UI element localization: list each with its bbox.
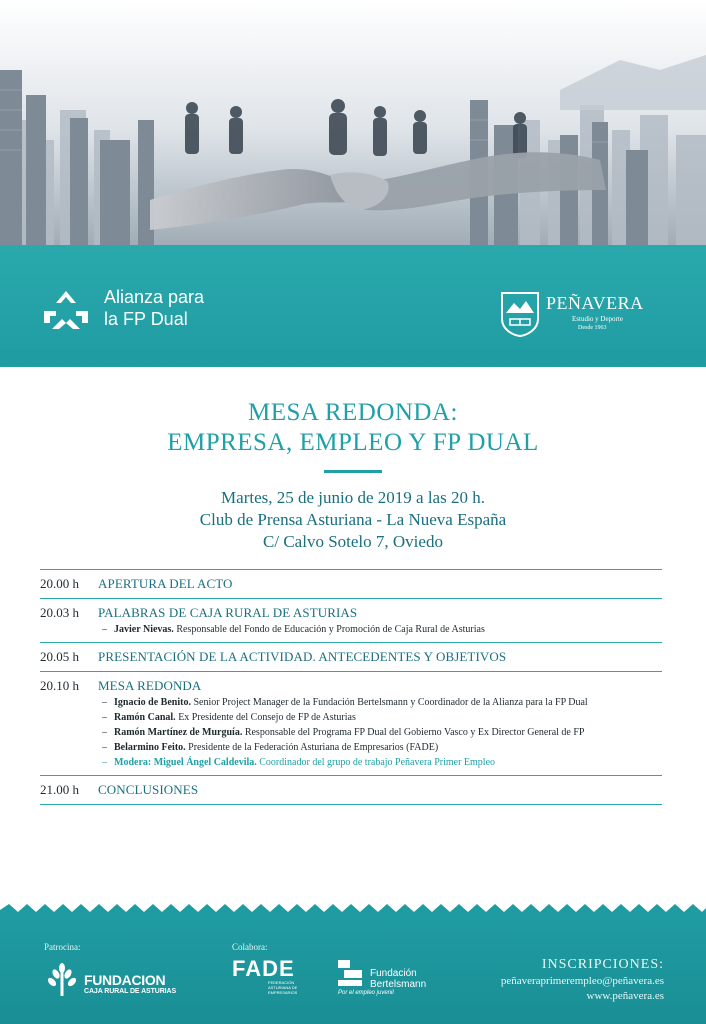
speaker: – Ignacio de Benito. Senior Project Manager de la Fundación Bertelsmann y Coordinador de la Alianza para la FP Dual xyxy=(102,697,588,708)
city-handshake-illustration xyxy=(0,0,706,258)
agenda-title: PRESENTACIÓN DE LA ACTIVIDAD. ANTECEDENTES Y OBJETIVOS xyxy=(98,649,507,664)
fade-name: FADE xyxy=(232,956,295,981)
moderator-role: Coordinador del grupo de trabajo Peñavera Primer Empleo xyxy=(259,757,496,768)
agenda-time: 20.03 h xyxy=(40,605,79,620)
band-zigzag-edge xyxy=(0,350,706,368)
speaker: – Ramón Martínez de Murguía. Responsable del Programa FP Dual del Gobierno Vasco y Ex Director General de FP xyxy=(102,727,585,738)
event-address: C/ Calvo Sotelo 7, Oviedo xyxy=(263,532,443,551)
speaker-role: Senior Project Manager de la Fundación Bertelsmann y Coordinador de la Alianza para la FP Dual xyxy=(193,697,588,708)
event-title-line-2: EMPRESA, EMPLEO Y FP DUAL xyxy=(167,429,539,456)
moderator-name: Modera: Miguel Ángel Caldevila. xyxy=(114,757,257,768)
penavera-subtitle: Estudio y Deporte xyxy=(572,315,623,323)
speaker-role: Ex Presidente del Consejo de FP de Asturias xyxy=(178,712,356,723)
penavera-logo xyxy=(500,291,670,339)
event-title xyxy=(0,398,706,458)
agenda-item xyxy=(40,570,662,598)
speaker: – Javier Nievas. Responsable del Fondo de Educación y Promoción de Caja Rural de Asturias xyxy=(102,624,485,635)
agenda-title: APERTURA DEL ACTO xyxy=(98,576,233,591)
moderator: – Modera: Miguel Ángel Caldevila. Coordinador del grupo de trabajo Peñavera Primer Empleo xyxy=(102,757,496,768)
event-title-line-1: MESA REDONDA: xyxy=(248,399,458,426)
fade-logo xyxy=(232,956,316,1002)
inscripciones-email[interactable]: peñaveraprimerempleo@peñavera.es xyxy=(500,975,664,987)
agenda-time: 20.05 h xyxy=(40,649,79,664)
event-date: Martes, 25 de junio de 2019 a las 20 h. xyxy=(221,488,485,507)
fundacion-bertelsmann-logo xyxy=(336,958,446,1002)
fade-subtitle: FEDERACIÓN ASTURIANA DE EMPRESARIOS xyxy=(268,980,298,995)
fundacion-name: FUNDACION xyxy=(84,972,166,988)
bertelsmann-name: Fundación Bertelsmann xyxy=(370,968,427,990)
alianza-name xyxy=(104,286,284,330)
speaker: – Ramón Canal. Ex Presidente del Consejo de FP de Asturias xyxy=(102,712,356,723)
bertelsmann-tagline: Por el empleo juvenil xyxy=(338,990,394,996)
inscripciones xyxy=(501,956,664,1004)
inscripciones-website[interactable]: www.peñavera.es xyxy=(586,990,664,1002)
event-venue: Club de Prensa Asturiana - La Nueva España xyxy=(199,510,507,529)
speaker-role: Responsable del Fondo de Educación y Promoción de Caja Rural de Asturias xyxy=(176,624,485,635)
alianza-line-2: la FP Dual xyxy=(104,309,188,329)
hero-image xyxy=(0,0,706,258)
speaker-name: Javier Nievas. xyxy=(114,624,174,635)
penavera-name: PEÑAVERA xyxy=(546,293,644,313)
agenda-item xyxy=(40,776,662,804)
fundacion-subtitle: CAJA RURAL DE ASTURIAS xyxy=(84,988,177,995)
agenda-item xyxy=(40,599,662,642)
event-info xyxy=(0,487,706,553)
agenda xyxy=(40,569,662,805)
speaker-role: Responsable del Programa FP Dual del Gobierno Vasco y Ex Director General de FP xyxy=(244,727,585,738)
agenda-divider xyxy=(40,804,662,805)
agenda-title: MESA REDONDA xyxy=(98,678,202,693)
inscripciones-title: INSCRIPCIONES: xyxy=(541,957,664,972)
speaker-name: Ramón Canal. xyxy=(114,712,176,723)
speaker-name: Ignacio de Benito. xyxy=(114,697,191,708)
agenda-time: 21.00 h xyxy=(40,782,79,797)
fundacion-caja-rural-logo xyxy=(44,962,206,1000)
speaker-name: Ramón Martínez de Murguía. xyxy=(114,727,243,738)
title-divider xyxy=(324,470,382,473)
alianza-logo-icon xyxy=(42,289,90,331)
bertelsmann-icon xyxy=(336,958,366,988)
penavera-crest-icon xyxy=(500,291,540,337)
agenda-item xyxy=(40,672,662,775)
agenda-item xyxy=(40,643,662,671)
penavera-since: Desde 1963 xyxy=(578,325,607,331)
agenda-title: PALABRAS DE CAJA RURAL DE ASTURIAS xyxy=(98,605,358,620)
speaker-role: Presidente de la Federación Asturiana de Empresarios (FADE) xyxy=(188,742,439,753)
alianza-line-1: Alianza para xyxy=(104,287,205,307)
wheat-icon xyxy=(44,962,80,998)
agenda-title: CONCLUSIONES xyxy=(98,782,199,797)
agenda-time: 20.10 h xyxy=(40,678,79,693)
speaker: – Belarmino Feito. Presidente de la Federación Asturiana de Empresarios (FADE) xyxy=(102,742,439,753)
colabora-label: Colabora: xyxy=(232,942,268,952)
agenda-time: 20.00 h xyxy=(40,576,79,591)
speaker-name: Belarmino Feito. xyxy=(114,742,186,753)
patrocina-label: Patrocina: xyxy=(44,942,81,952)
